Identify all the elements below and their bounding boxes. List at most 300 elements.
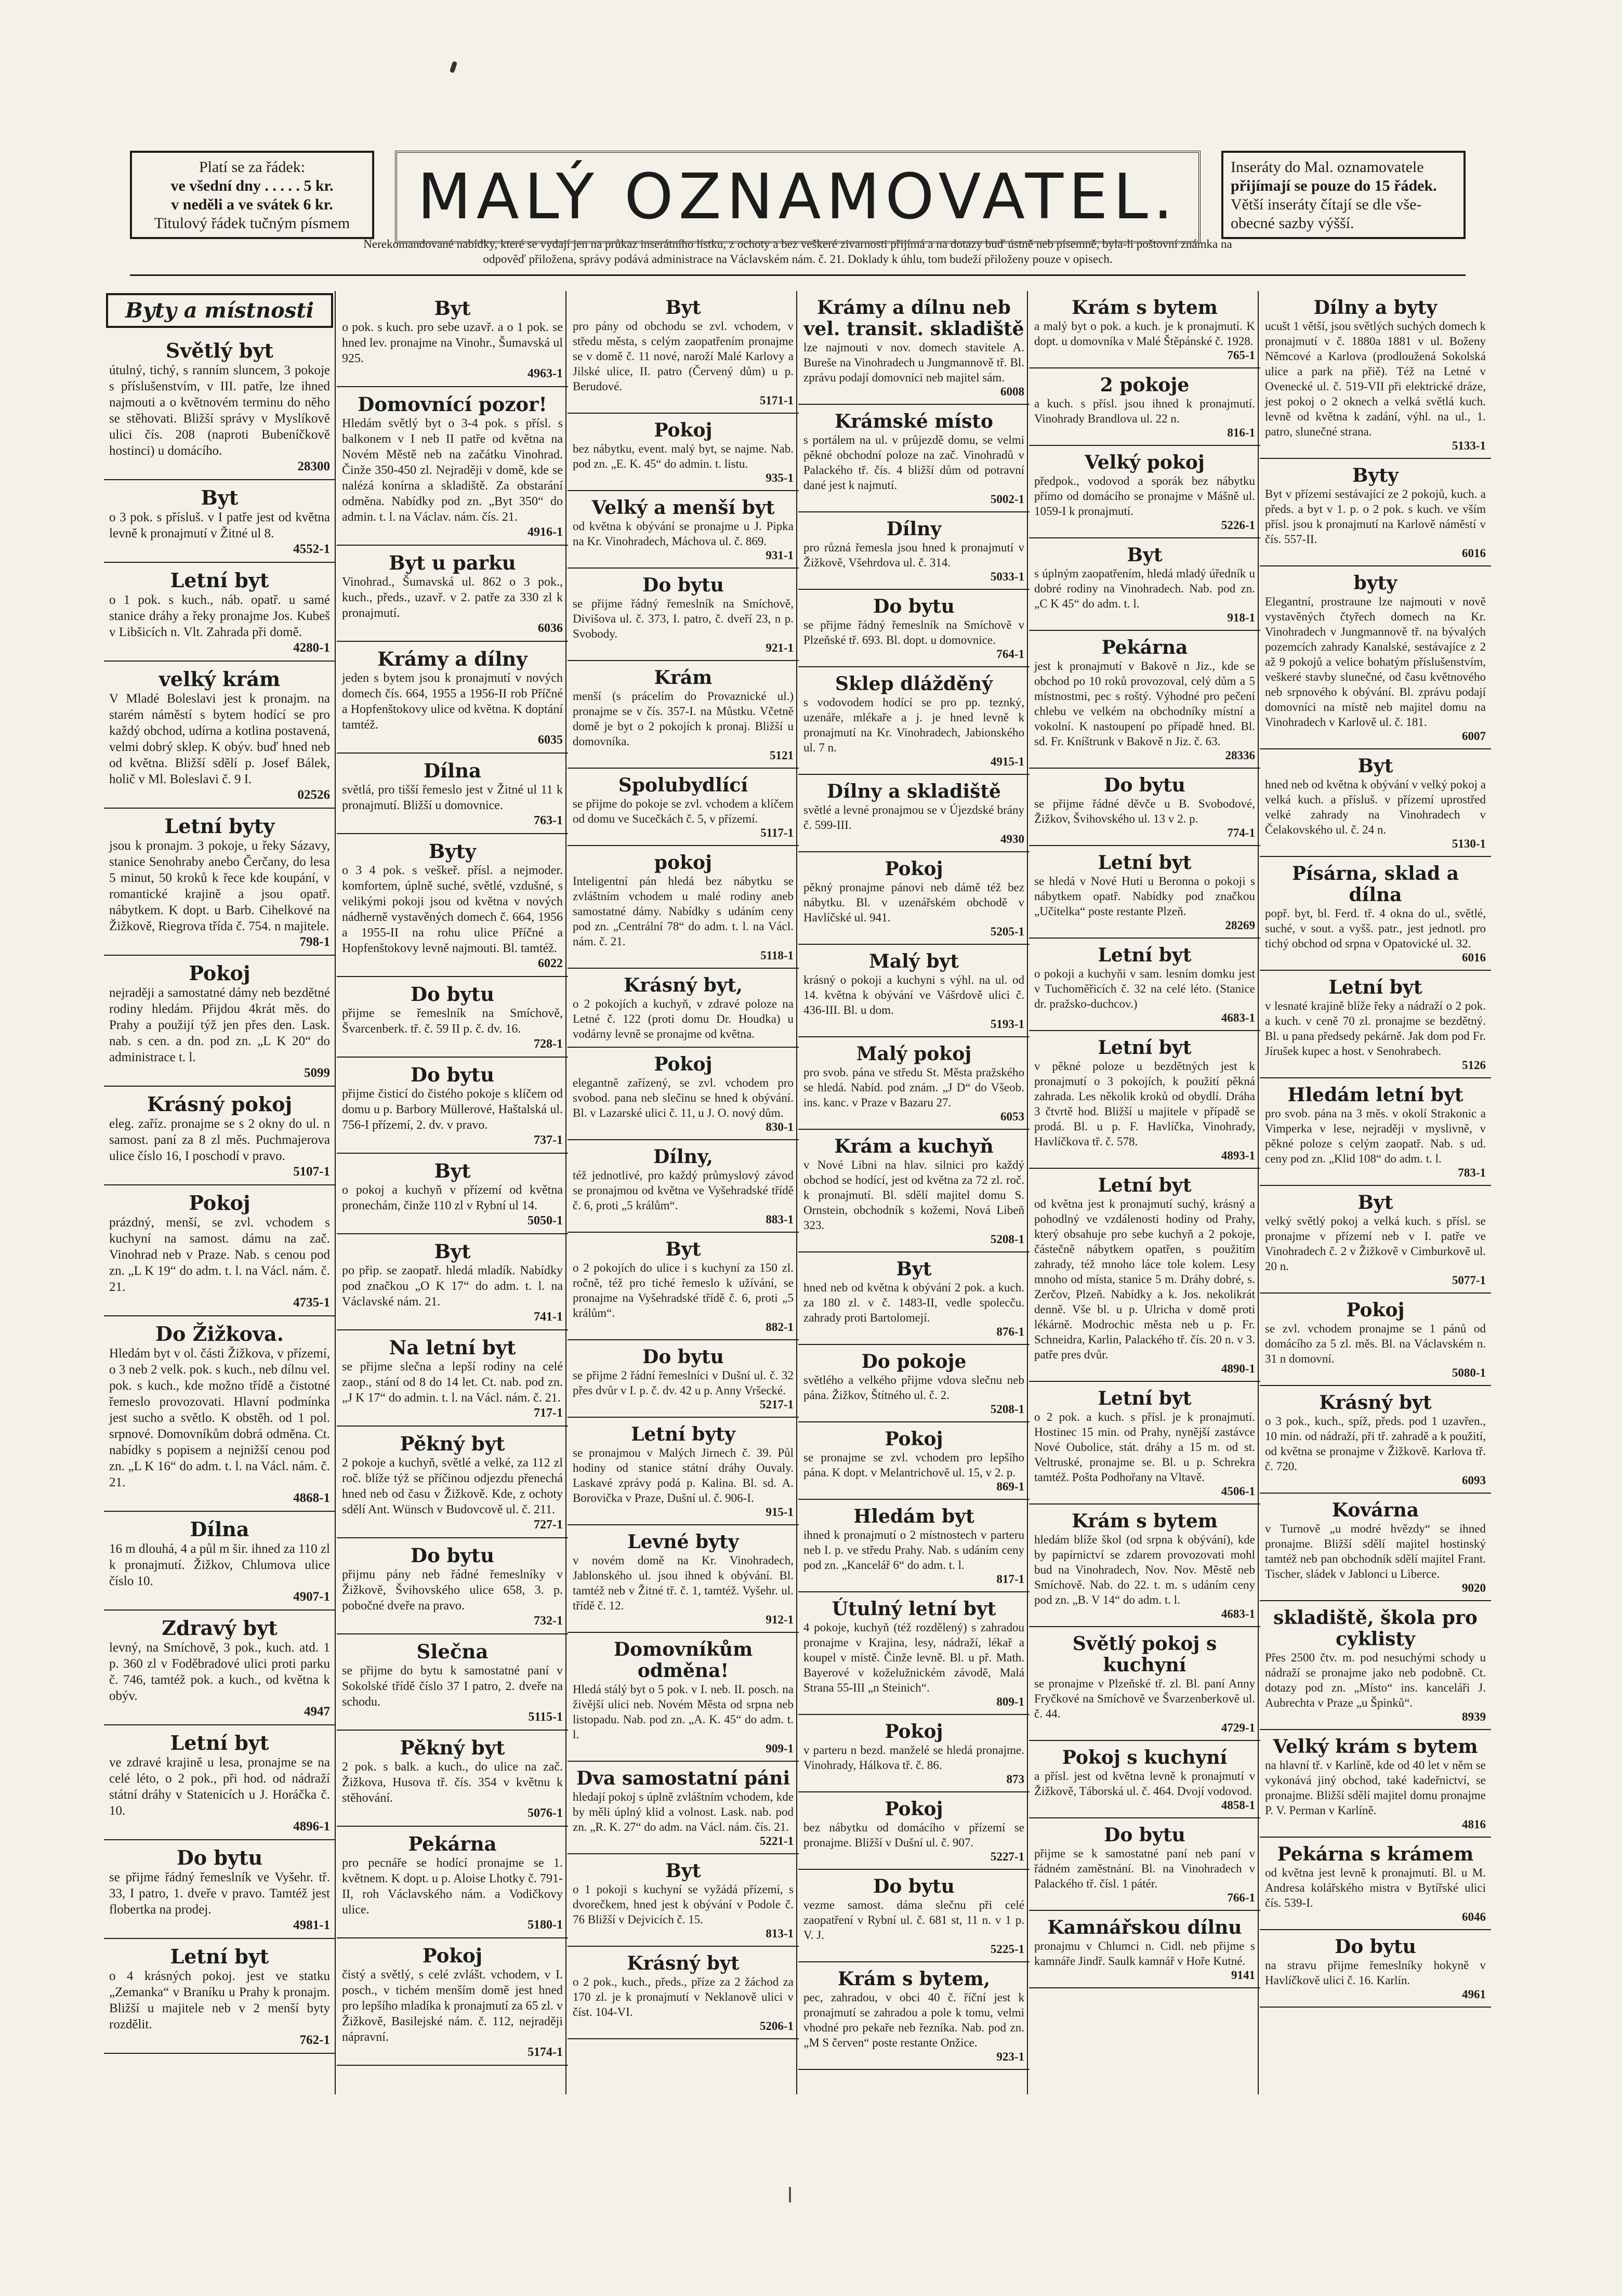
ad-heading: Do bytu [176, 1846, 263, 1869]
classified-ad [1260, 291, 1491, 459]
ad-body: se přijme řádné děvče u B. Svobodové, Žižkov, Švihovského ul. 13 v 2. p. [1034, 797, 1255, 825]
ad-code: 5221-1 [759, 1835, 794, 1848]
classified-ad [104, 1939, 335, 2054]
classified-ad [1260, 1494, 1491, 1601]
ad-body: pro pecnáře se hodící pronajme se 1. květnem. K dopt. u p. Aloise Lhotky č. 791-II, roh Václavského nám. a Vodičkovy ulice. [342, 1856, 563, 1917]
ad-code: 6016 [1462, 951, 1486, 964]
ad-body: o 1 pok. s kuch., náb. opatř. u samé stanice dráhy a řeky pronajme Jos. Kubeš v Libšicích n. Vlt. Zahrada při domě. [109, 593, 330, 639]
pricing-line: ve všední dny . . . . . 5 kr. [170, 177, 334, 194]
ad-column-1 [104, 291, 335, 2054]
ad-heading: Dílny, [653, 1146, 713, 1168]
ad-body: vezme samost. dáma slečnu při celé zaopatření v Rybní ul. č. 681 st, 11 n. v 1 p. V. J. [803, 1898, 1024, 1942]
ad-code: 5208-1 [990, 1233, 1024, 1246]
classified-ad [337, 977, 568, 1058]
ad-heading: Světlý byt [165, 339, 274, 362]
ad-code: 5208-1 [990, 1403, 1024, 1416]
classified-ad [337, 1234, 568, 1330]
ad-body: od května jest k pronajmutí suchý, krásný a pohodlný ve vzdálenosti hodiny od Prahy, který obsahuje pro sebe kuchyň a 2 pokoje, částečně nábytkem opatřen, s použitím zahrady, též mnoho láce tole kolem. Lesy mnoho od místa, stanice 5 m. Dráhy dobré, s. Zerčov, Plzeň. Nabídky a k. Jos. nekolikrát denně. Vše bl. u p. Ulricha v domě proti lékárně. Modrochic města neb u p. Fr. Schneidra, Karlin, Palackého tř. čís. 20 n. v 3. patře pres dvůr. [1034, 1197, 1255, 1361]
ad-body: jest k pronajmutí v Bakově n Jiz., kde se obchod po 10 roků provozoval, celý dům a 5 místnostmi, pec s roštý. Výhodné pro pečení chlebu ve velkém na obchodníky místní a vokolní. K nastoupení po případě hned. Bl. sd. Fr. Kníštrunk v Bakově n Jiz. č. 63. [1034, 659, 1255, 748]
ad-code: 5180-1 [528, 1918, 563, 1932]
ad-code: 813-1 [766, 1927, 794, 1940]
classified-ad [337, 1058, 568, 1154]
classified-ad [1029, 1031, 1260, 1169]
classified-ad [104, 1840, 335, 1939]
classified-ad [568, 491, 799, 569]
ad-code: 817-1 [996, 1573, 1024, 1586]
ad-heading: Pokoj s kuchyní [1062, 1747, 1228, 1769]
classified-ad [337, 754, 568, 834]
ad-heading: Pokoj [189, 961, 250, 985]
ad-heading: Byt [434, 1240, 471, 1263]
classified-ad [337, 1154, 568, 1234]
ad-body: a malý byt o pok. a kuch. je k pronajmutí. K dopt. u domovníka v Malé Štěpánské č. 1928. [1034, 320, 1255, 348]
classified-ad [798, 1345, 1030, 1422]
ad-code: 5107-1 [293, 1165, 330, 1179]
ad-body: 16 m dlouhá, 4 a půl m šir. ihned za 110 zl k pronajmutí. Žižkov, Chlumova ulice číslo 10. [109, 1542, 330, 1588]
ad-heading: Krámské místo [835, 411, 993, 432]
ad-heading: Krám s bytem [1072, 1510, 1218, 1532]
classified-ad [104, 480, 335, 563]
ad-body: s úplným zaopatřením, hledá mladý úředník u dobré rodiny na Vinohradech. Nab. pod zn. „C K 45“ do adm. t. l. [1034, 567, 1255, 610]
ad-column-4 [798, 291, 1030, 2070]
ad-body: Elegantní, prostraune lze najmouti v nově vystavěných čtyřech domech na Kr. Vinohradech v Jungmannově tř. na bývalých pozemcích zahrady Kanalské, sestávajíce z 2 až 9 pokojů a velice bohatým příslušenstvím, veškeré stavby slunečné, od času květnového neb srpnového k obývání. Bl. zprávu podají domovníci na místě neb majitel domu na Vinohradech v Karlově ul. č. 181. [1265, 595, 1486, 729]
classified-ad [798, 775, 1030, 852]
ad-body: se přijme řádný řemeslník ve Vyšehr. tř. 33, I patro, 1. dveře v pravo. Tamtéž jest flobertka na prodej. [109, 1870, 330, 1917]
ad-body: bez nábytku, event. malý byt, se najme. Nab. pod zn. „E. K. 45“ do admin. t. listu. [573, 442, 794, 470]
classified-ad [1029, 1382, 1260, 1505]
ad-code: 9141 [1231, 1969, 1255, 1982]
ad-body: v parteru n bezd. manželé se hledá pronajme. Vinohrady, Hálkova tř. č. 86. [803, 1744, 1024, 1772]
ad-code: 4858-1 [1221, 1799, 1255, 1812]
ad-code: 02526 [297, 788, 330, 802]
ad-heading: Letní byt [1098, 852, 1192, 874]
ad-body: po přip. se zaopatř. hledá mladík. Nabídky pod značkou „O K 17“ do adm. t. l. na Václavské nám. 21. [342, 1264, 563, 1309]
classified-ad [568, 769, 799, 846]
ad-code: 5133-1 [1452, 439, 1486, 452]
ad-body: a kuch. s přísl. jsou ihned k pronajmutí. Vinohrady Brandlova ul. 22 n. [1034, 397, 1255, 425]
classified-ad [104, 809, 335, 956]
ad-code: 28269 [1225, 919, 1255, 932]
ad-code: 765-1 [1227, 349, 1255, 362]
ad-code: 798-1 [299, 935, 330, 949]
ad-heading: Byty [428, 840, 477, 863]
ad-heading: Krámy a dílnu neb vel. transit. skladiště [803, 297, 1024, 340]
ad-body: přijme čisticí do čistého pokoje s klíčem od domu u p. Barbory Müllerové, Haštalská ul. 756-I přízemí, 2. dv. v pravo. [342, 1087, 563, 1132]
ad-body: eleg. zaříz. pronajme se s 2 okny do ul. n samost. paní za 8 zl měs. Puchmajerova ulice číslo 16, I poschodí v pravo. [109, 1117, 330, 1163]
ad-code: 918-1 [1227, 611, 1255, 624]
ad-code: 4907-1 [293, 1590, 330, 1604]
ad-body: se přijme řádný řemeslník na Smíchově, Divišova ul. č. 373, I. patro, č. dveří 23, n p. Svobody. [573, 597, 794, 640]
ad-code: 4915-1 [990, 755, 1024, 768]
classified-ad [1029, 1627, 1260, 1741]
ad-column-5 [1029, 291, 1260, 1988]
ad-body: popř. byt, bl. Ferd. tř. 4 okna do ul., světlé, suché, v sout. a vyšš. patr., jest jednotl. pro tichý obchod od srpna v Opatovické ul. 32. [1265, 907, 1486, 950]
classified-ad [568, 661, 799, 769]
ad-code: 915-1 [766, 1506, 794, 1519]
ad-heading: Do bytu [410, 1544, 494, 1567]
ad-body: o pokoj a kuchyň v přízemí od května pronechám, činže 110 zl v Rybní ul 14. [342, 1183, 563, 1212]
classified-ad [798, 1792, 1030, 1870]
ad-code: 8939 [1462, 1710, 1486, 1723]
ad-heading: Světlý pokoj s kuchyní [1072, 1633, 1217, 1676]
classified-ad [1260, 1730, 1491, 1838]
ad-body: 2 pok. s balk. a kuch., do ulice na zač. Žižkova, Husova tř. čís. 354 v květnu k stěhování. [342, 1760, 563, 1805]
classified-ad [798, 1252, 1030, 1345]
ad-code: 5002-1 [990, 493, 1024, 506]
ad-code: 4963-1 [528, 367, 563, 380]
ad-code: 28300 [297, 459, 330, 473]
ad-heading: Hledám letní byt [1287, 1084, 1463, 1106]
ad-heading: Levné byty [627, 1531, 739, 1553]
ad-body: Vinohrad., Šumavská ul. 862 o 3 pok., kuch., předs., uzavř. v 2. patře za 330 zl k pronajmutí. [342, 575, 563, 620]
classified-ad [798, 852, 1030, 945]
ad-heading: Hledám byt [853, 1506, 974, 1527]
ad-body: pro různá řemesla jsou hned k pronajmutí v Žižkově, Všehrdova ul. č. 314. [803, 541, 1024, 569]
ad-heading: Byt [434, 297, 471, 320]
ad-code: 732-1 [534, 1614, 563, 1628]
ad-heading: Byt [201, 486, 239, 509]
ad-body: se pronajme v Plzeňské tř. zl. Bl. paní Anny Fryčkové na Smíchově ve Švarzenberkově ul. č. 44. [1034, 1677, 1255, 1720]
classified-ad [798, 1962, 1030, 2070]
ad-code: 764-1 [996, 648, 1024, 661]
ad-heading: Krám a kuchyň [834, 1136, 994, 1157]
classified-ad [337, 546, 568, 642]
ad-code: 5118-1 [760, 949, 794, 962]
ad-heading: Byt u parku [389, 551, 516, 574]
classified-ad [568, 1418, 799, 1525]
ad-code: 6007 [1462, 730, 1486, 743]
ad-body: se přijme řádný řemeslník na Smíchově v Plzeňské tř. 693. Bl. dopt. u domovnice. [803, 618, 1024, 646]
ad-code: 4552-1 [293, 542, 330, 556]
classified-ad [1029, 1169, 1260, 1382]
classified-ad [337, 1538, 568, 1634]
classified-ad [1029, 846, 1260, 939]
ad-heading: Malý pokoj [856, 1043, 972, 1065]
ad-heading: Letní byt [1098, 1388, 1192, 1409]
classified-ad [568, 414, 799, 491]
ad-body: o 2 pokojích a kuchyň, v zdravé poloze na Letné č. 122 (proti domu Dr. Houdka) u vodárny levně se pronajme od května. [573, 997, 794, 1040]
ad-body: přijme se k samostatné paní neb paní v řádném zaměstnání. Bl. na Vinohradech v Palackého tř. čísl. 1 pátér. [1034, 1847, 1255, 1890]
pricing-line: v neděli a ve svátek 6 kr. [171, 196, 333, 213]
ad-code: 809-1 [996, 1695, 1024, 1708]
ad-body: v lesnaté krajině blíže řeky a nádraží o 2 pok. a kuch. v ceně 70 zl. pronajme se bezdětný. Bl. u pana předsedy pekárně. Jak dom pod Fr. Jírušek kupec a host. v Senohrabech. [1265, 999, 1486, 1058]
classified-ad [798, 1592, 1030, 1715]
classified-ad [337, 1938, 568, 2066]
title-frame [395, 151, 1201, 243]
ad-column-2 [337, 291, 568, 2066]
ad-code: 4683-1 [1221, 1011, 1255, 1024]
ink-mark [450, 61, 457, 73]
ad-body: nejraději a samostatné dámy neb bezdětné rodiny hledám. Přijdou 4krát měs. do Prahy a použijí týž jen přes den. Lask. nab. s cen. a dn. pod zn. „L K 20“ do administrace t. l. [109, 986, 330, 1064]
classified-ad [104, 1512, 335, 1611]
ad-code: 9020 [1462, 1581, 1486, 1594]
ad-heading: Velký pokoj [1085, 452, 1205, 473]
ad-code: 4981-1 [293, 1918, 330, 1932]
classified-ad [798, 1500, 1030, 1592]
ad-heading: Dílna [190, 1518, 249, 1541]
insert-line: Inseráty do Mal. oznamovatele [1231, 159, 1424, 176]
classified-ad [568, 969, 799, 1048]
ad-code: 4868-1 [293, 1491, 330, 1505]
ad-heading: 2 pokoje [1100, 374, 1190, 396]
classified-ad [104, 956, 335, 1087]
ad-heading: Letní byt [1098, 944, 1192, 966]
ad-heading: Pěkný byt [400, 1432, 505, 1455]
ad-body: na stravu přijme řemeslníky hokyně v Havlíčkově ulici č. 16. Karlín. [1265, 1959, 1486, 1987]
ad-code: 4280-1 [293, 641, 330, 655]
ad-heading: Letní byt [1098, 1175, 1192, 1196]
classified-ad [568, 1525, 799, 1633]
ad-body: se přijme 2 řádní řemeslníci v Dušní ul. č. 32 přes dvůr v I. p. č. dv. 42 u p. Anny Vršecké. [573, 1369, 794, 1397]
ad-code: 783-1 [1458, 1166, 1486, 1179]
ad-body: pro svob. pána ve středu St. Města pražského se hledá. Nabíd. pod znám. „J D“ do Všeob. ins. kanc. v Praze v Bazaru 27. [803, 1066, 1024, 1109]
ad-code: 5126 [1462, 1059, 1486, 1072]
insert-line: obecné sazby výšší. [1231, 215, 1354, 232]
ad-heading: Do bytu [1104, 774, 1185, 796]
ad-heading: Velký krám s bytem [1273, 1736, 1478, 1758]
ad-body: pec, zahradou, v obci 40 č. říční jest k pronajmutí se zahradou a pole k tomu, velmi vhodné pro pekaře neb řezníka. Nab. pod zn. „M S červen“ poste restante Onžice. [803, 1991, 1024, 2049]
ad-heading: Krámy a dílny [377, 648, 528, 670]
classified-ad [337, 642, 568, 754]
ad-code: 717-1 [534, 1406, 563, 1420]
classified-ad [337, 291, 568, 387]
ad-code: 5121 [770, 749, 794, 762]
ad-body: o 3 pok., kuch., spíž, předs. pod 1 uzavřen., 10 min. od nádraží, při tř. zahradě a k použití, od května se pronajme v Žižkově. Karlova tř. č. 720. [1265, 1415, 1486, 1473]
ad-body: s portálem na ul. v průjezdě domu, se velmi pěkné obchodní poloze na zač. Vinohradů v Palackého tř. čís. 4 bližší dům od potravní dané jest k najmutí. [803, 433, 1024, 492]
ad-body: 2 pokoje a kuchyň, světlé a velké, za 112 zl roč. blíže týž se příčinou odjezdu přenechá hned neb od času v Žižkově. Kde, z ochoty sdělí Ant. Wünsch v Budovcově ul. č. 211. [342, 1456, 563, 1516]
classified-ad [1029, 1505, 1260, 1627]
ad-heading: skladiště, škola pro cyklisty [1273, 1607, 1478, 1650]
ad-code: 5205-1 [990, 925, 1024, 938]
ad-body: útulný, tichý, s ranním sluncem, 3 pokoje s příslušenstvím, v III. patře, lze ihned najmouti a o květnovém terminu do něho se stěhovati. Bližší správy v Myslíkově ulici čís. 208 (naproti Bubeníčkově hostinci) u domácího. [109, 363, 330, 458]
ad-heading: Do bytu [873, 596, 955, 617]
ad-code: 5174-1 [528, 2046, 563, 2059]
ad-code: 4896-1 [293, 1819, 330, 1833]
ad-heading: Letní byt [170, 1731, 269, 1754]
classified-ad [1260, 1186, 1491, 1294]
ad-heading: Do bytu [1104, 1824, 1185, 1846]
ad-body: o 2 pok. a kuch. s přísl. je k pronajmutí. Hostinec 15 min. od Prahy, nynější zastávce Nové Oubolice, stát. dráhy a 15 m. od st. Veltruské, pronajme se. Bl. u p. Schrekra tamtéž. Pošta Podhořany na Vltavě. [1034, 1410, 1255, 1484]
ad-body: hledají pokoj s úplně zvláštním vchodem, kde by měli úplný klid a volnost. Lask. nab. pod zn. „R. K. 27“ do adm. na Václ. nám. čís. 21. [573, 1790, 794, 1833]
ad-heading: Krásný byt [627, 1952, 740, 1974]
classified-ad [1260, 749, 1491, 857]
ad-body: o pokoji a kuchyňi v sam. lesním domku jest v Tuchoměřicích č. 32 na celé léto. (Stanice dr. pražsko-duchcov.) [1034, 967, 1255, 1010]
ad-body: v Turnově „u modré hvězdy“ se ihned pronajme. Bližší sdělí majitel hostinský tamtéž neb pan obchodník sdělí majitel Frant. Tischer, sládek v Jablonci u Liberce. [1265, 1522, 1486, 1580]
ad-body: Hledám byt v ol. části Žižkova, v přízemí, o 3 neb 2 velk. pok. s kuch., neb dílnu vel. pok. s kuch., kde možno třídě a čistotné řemeslo provozovati. Hlavní podmínka jest sucho a světlo. K obstěh. od 1 pol. srpnové. Domovníkům dobrá odměna. Ct. nabídky s popisem a nejnižší cenou pod zn. „L K 16“ do adm. t. l. na Václ. nám. č. 21. [109, 1347, 330, 1489]
ad-heading: Útulný letní byt [832, 1598, 996, 1620]
ad-heading: Dílna [423, 759, 482, 782]
ad-heading: Pokoj [1346, 1299, 1405, 1321]
ad-code: 5171-1 [759, 394, 794, 407]
ad-code: 5227-1 [990, 1850, 1024, 1863]
ad-heading: Pekárna s krámem [1277, 1843, 1474, 1865]
ad-body: jeden s bytem jsou k pronajmutí v nových domech čís. 664, 1955 a 1956-II rob Příčné a Hopfenštokovy ulice od května. K doptání tamtéž. [342, 671, 563, 732]
ad-code: 5033-1 [990, 570, 1024, 583]
ad-body: s vodovodem hodící se pro pp. teznký, uzenáře, mlékaře a j. je hned levně k pronajmutí na Kr. Vinohradech, Jabionského ul. 7 n. [803, 696, 1024, 754]
ad-body: velký světlý pokoj a velká kuch. s přísl. se pronajme v přízemí neb v I. patře ve Vinohradech č. 2 v Žižkově v Cimburkově ul. 20 n. [1265, 1215, 1486, 1273]
ad-code: 4683-1 [1221, 1607, 1255, 1620]
classified-ad [568, 569, 799, 661]
ad-heading: Do pokoje [861, 1351, 967, 1373]
ad-code: 763-1 [534, 814, 563, 827]
ad-heading: Pěkný byt [400, 1736, 505, 1759]
ad-code: 6016 [1462, 547, 1486, 560]
ad-body: též jednotlivé, pro každý průmyslový závod se pronajmou od května ve Vyšehradské třídě č. 6, proti „5 králům“. [573, 1169, 794, 1212]
classified-ad [337, 1827, 568, 1938]
ad-body: světlého a velkého přijme vdova slečnu neb pána. Žižkov, Štítného ul. č. 2. [803, 1374, 1024, 1402]
ad-heading: Do bytu [873, 1876, 955, 1897]
ad-code: 4961 [1462, 1988, 1486, 2001]
ink-mark [789, 2187, 791, 2202]
classified-ad [1260, 566, 1491, 749]
insert-line: Větší inseráty čítají se dle vše- [1231, 196, 1422, 213]
ad-body: Přes 2500 čtv. m. pod nesuchými schody u nádraží se pronajme jako neb podobně. Ct. dotazy pod zn. „Místo“ ins. kanceláři J. Aubrechta v Praze „u Špinků“. [1265, 1651, 1486, 1709]
ad-code: 4893-1 [1221, 1149, 1255, 1162]
ad-body: hledám blíže škol (od srpna k obývání), kde by papírnictví se zdarem provozovati mohl bud na Vinohradech, Nov. Nov. Městě neb Smíchově. Nab. do 22. t. m. s udáním ceny pod zn. „B. V 14“ do adm. t. l. [1034, 1533, 1255, 1606]
ad-code: 935-1 [766, 471, 794, 484]
ad-code: 741-1 [534, 1310, 563, 1324]
ad-code: 5115-1 [528, 1710, 563, 1724]
ad-code: 6036 [538, 622, 563, 635]
ad-heading: Letní byty [164, 814, 275, 838]
ad-body: Byt v přízemí sestávající ze 2 pokojů, kuch. a předs. a byt v 1. p. o 2 pok. s kuch. ve vším přísl. jsou k pronajmutí na Karlově náměstí v čís. 557-II. [1265, 487, 1486, 546]
classified-ad [568, 1762, 799, 1854]
ad-heading: Byt [665, 1860, 701, 1882]
ad-heading: Letní byt [1098, 1037, 1192, 1059]
classified-ad [1029, 939, 1260, 1031]
ad-heading: Do bytu [410, 983, 494, 1006]
ad-heading: Do Žižkova. [155, 1322, 284, 1345]
ad-heading: Pokoj [189, 1191, 250, 1215]
notice [130, 236, 1466, 267]
ad-heading: Velký a menší byt [591, 497, 775, 519]
classified-ad [568, 1048, 799, 1140]
ad-code: 912-1 [766, 1613, 794, 1626]
ad-body: pro pány od obchodu se zvl. vchodem, v středu města, s celým zaopatřením pronajme se v domě č. 11 nové, naroží Malé Karlovy a Jilské ulice, II. patro (Červený dům) u p. Berudové. [573, 320, 794, 393]
ad-heading: Dva samostatní páni [576, 1767, 790, 1789]
ad-heading: Krám s bytem [1072, 297, 1218, 319]
ad-heading: Dílny [886, 518, 942, 540]
ad-code: 5217-1 [759, 1398, 794, 1411]
classified-ad [798, 1870, 1030, 1962]
classified-ad [337, 1634, 568, 1731]
ad-heading: velký krám [159, 667, 281, 691]
classified-ad [568, 1854, 799, 1947]
ad-body: a přísl. jest od května levně k pronajmutí v Žižkově, Táborská ul. č. 464. Dvojí vodovod. [1034, 1770, 1255, 1798]
ad-heading: Písárna, sklad a dílna [1291, 863, 1459, 906]
ad-heading: Letní byt [170, 1945, 269, 1968]
pricing-line: Platí se za řádek: [199, 159, 306, 176]
classified-ad [1029, 1911, 1260, 1988]
ad-code: 4947 [304, 1705, 330, 1719]
ad-body: se přijme do bytu k samostatné paní v Sokolské třídě číslo 37 I patro, 2. dveře na schodu. [342, 1664, 563, 1709]
ad-heading: Letní byt [170, 569, 269, 592]
ad-column-3 [568, 291, 799, 2039]
ad-body: o pok. s kuch. pro sebe uzavř. a o 1 pok. se hned lev. pronajme na Vinohr., Šumavská ul 925. [342, 321, 563, 365]
ad-code: 6053 [1000, 1110, 1024, 1123]
ad-heading: Pokoj [654, 419, 713, 441]
classified-ad [1029, 368, 1260, 446]
classified-ad [1029, 446, 1260, 538]
ad-heading: Malý byt [868, 951, 959, 972]
classified-ad [1260, 1930, 1491, 2008]
classified-ad [1260, 1078, 1491, 1186]
ad-body: pronajmu v Chlumci n. Cidl. neb přijme s kamnáře Jindř. Saulk kamnář v Hoře Kutné. [1034, 1939, 1255, 1968]
classified-ad [1260, 459, 1491, 566]
ad-body: V Mladé Boleslavi jest k pronajm. na starém náměstí s bytem hodící se pro každý obchod, udírna a kotlina postavená, velmi dobrý sklep. K obýv. buď hned neb od května. Bližší sdělí p. Josef Bálek, holič v Ml. Boleslavi č. 9 I. [109, 692, 330, 786]
classified-ad [104, 1316, 335, 1512]
ad-code: 876-1 [996, 1325, 1024, 1338]
ad-code: 6008 [1000, 385, 1024, 398]
notice-line: Nerekomandované nabídky, které se vydají jen na průkaz inserátního lístku, z ochoty a bez veškeré zivarnosti přijímá a na dotazy buď ústně neb písemně, byla-li poštovní známka na [363, 237, 1232, 250]
classified-ad [1029, 1818, 1260, 1911]
ad-body: o 3 4 pok. s veškeř. přísl. a nejmoder. komfortem, úplně suché, světlé, vzdušné, s velikými pokoji jsou od května v nových nádherně vystavěných domech č. 664, 1956 a 1955-II na rohu ulice Příčné a Hopfenštokovy levně najmouti. Bl. tamtéž. [342, 864, 563, 955]
ad-body: se přijme slečna a lepší rodiny na celé zaop., stání od 8 do 14 let. Ct. nab. pod zn. „J K 17“ do admin. t. l. na Václ. nám. č. 21. [342, 1360, 563, 1405]
classified-ad [568, 1233, 799, 1340]
classified-ad [568, 1140, 799, 1233]
ad-code: 816-1 [1227, 426, 1255, 439]
ad-body: bez nábytku od domácího v přízemí se pronajme. Bližší v Dušní ul. č. 907. [803, 1821, 1024, 1849]
ad-body: o 3 pok. s přísluš. v I patře jest od května levně k pronajmutí v Žitné ul 8. [109, 510, 330, 540]
ad-body: v Nové Libni na hlav. silnici pro každý obchod se hodící, jest od května za 72 zl. roč. k pronajmutí. Bl. sdělí majitel domu S. Ornstein, obchodník s kožemi, Nová Libeň 323. [803, 1158, 1024, 1232]
classified-ad [798, 667, 1030, 775]
classified-ad [337, 1731, 568, 1827]
ad-code: 869-1 [996, 1480, 1024, 1493]
ad-heading: Pokoj [885, 1428, 943, 1450]
ad-body: od května k obývání se pronajme u J. Pipka na Kr. Vinohradech, Máchova ul. č. 869. [573, 520, 794, 548]
ad-body: se pronajmou v Malých Jirnech č. 39. Půl hodiny od stanice státní dráhy Ouvaly. Laskavé zprávy podá p. Kalina. Bl. sd. A. Borovička v Praze, Dušní ul. č. 906-I. [573, 1446, 794, 1505]
classified-ad [104, 1087, 335, 1185]
ad-body: od května jest levně k pronajmutí. Bl. u M. Andresa kolářského mistra v Bytířské ulici čís. 539-I. [1265, 1866, 1486, 1909]
ad-code: 6093 [1462, 1474, 1486, 1487]
ad-code: 5050-1 [528, 1214, 563, 1228]
pricing-box [130, 151, 374, 239]
ad-heading: Krásný byt [1319, 1392, 1432, 1414]
ad-heading: Do bytu [642, 1346, 724, 1368]
classified-ad [568, 1340, 799, 1418]
ad-body: světlá, pro tišší řemeslo jest v Žitné ul 11 k pronajmutí. Bližší u domovnice. [342, 783, 563, 812]
ad-body: čistý a světlý, s celé zvlášt. vchodem, v I. posch., v tichém menším domě jest hned pro lepšího mladíka k pronajmutí za 65 zl. v Žižkově, Basilejské nám. č. 112, nejraději nápravní. [342, 1968, 563, 2044]
ad-column-6 [1260, 291, 1491, 2008]
classified-ad [798, 512, 1030, 590]
ad-heading: Pekárna [1101, 637, 1188, 658]
ad-code: 923-1 [996, 2050, 1024, 2063]
ad-heading: Kovárna [1331, 1499, 1419, 1521]
classified-ad [798, 1422, 1030, 1500]
ad-heading: Byty [1352, 465, 1399, 486]
ad-body: prázdný, menší, se zvl. vchodem s kuchyní na samost. dámu na zač. Vinohrad neb v Praze. Nab. s cenou pod zn. „L K 19“ do adm. t. l. na Václ. nám. č. 21. [109, 1216, 330, 1294]
classified-ad [1029, 538, 1260, 631]
ad-heading: Dílny a skladiště [827, 781, 1001, 802]
classified-ad [104, 563, 335, 662]
ad-heading: Na letní byt [389, 1336, 516, 1359]
ad-code: 873 [1006, 1773, 1024, 1786]
ad-body: pěkný pronajme pánovi neb dámě též bez nábytku. Bl. v uzenářském obchodě v Havlíčské ul. 941. [803, 881, 1024, 924]
classified-ad [1029, 769, 1260, 846]
ad-body: o 1 pokoji s kuchyní se vyžádá přízemí, s dvorečkem, hned jest k obývání v Podole č. 76 Bližší v Dejvicích č. 15. [573, 1883, 794, 1926]
ad-heading: Pokoj [885, 1721, 943, 1743]
classified-ad [798, 291, 1030, 405]
ad-body: přijmu pány neb řádné řemeslníky v Žižkově, Švihovského ulice 658, 3. p. pobočné dveře na pravo. [342, 1568, 563, 1613]
classified-ad [337, 387, 568, 546]
classified-ad [337, 834, 568, 977]
ad-heading: Pokoj [654, 1053, 713, 1075]
ad-code: 5225-1 [990, 1943, 1024, 1956]
ad-body: na hlavní tř. v Karlíně, kde od 40 let v něm se vykonává jiný obchod, také kadeřnictví, se pronajme. Bližší sdělí majitel domu pronajme P. V. Perman v Karlíně. [1265, 1759, 1486, 1817]
ad-heading: Zdravý byt [162, 1616, 278, 1640]
ad-heading: Do bytu [642, 574, 724, 596]
ad-body: menší (s prácelím do Provaznické ul.) pronajme se v čís. 357-I. na Můstku. Včetně domě je byt o 2 pokojích k pronaj. Bližší u domovníka. [573, 690, 794, 748]
